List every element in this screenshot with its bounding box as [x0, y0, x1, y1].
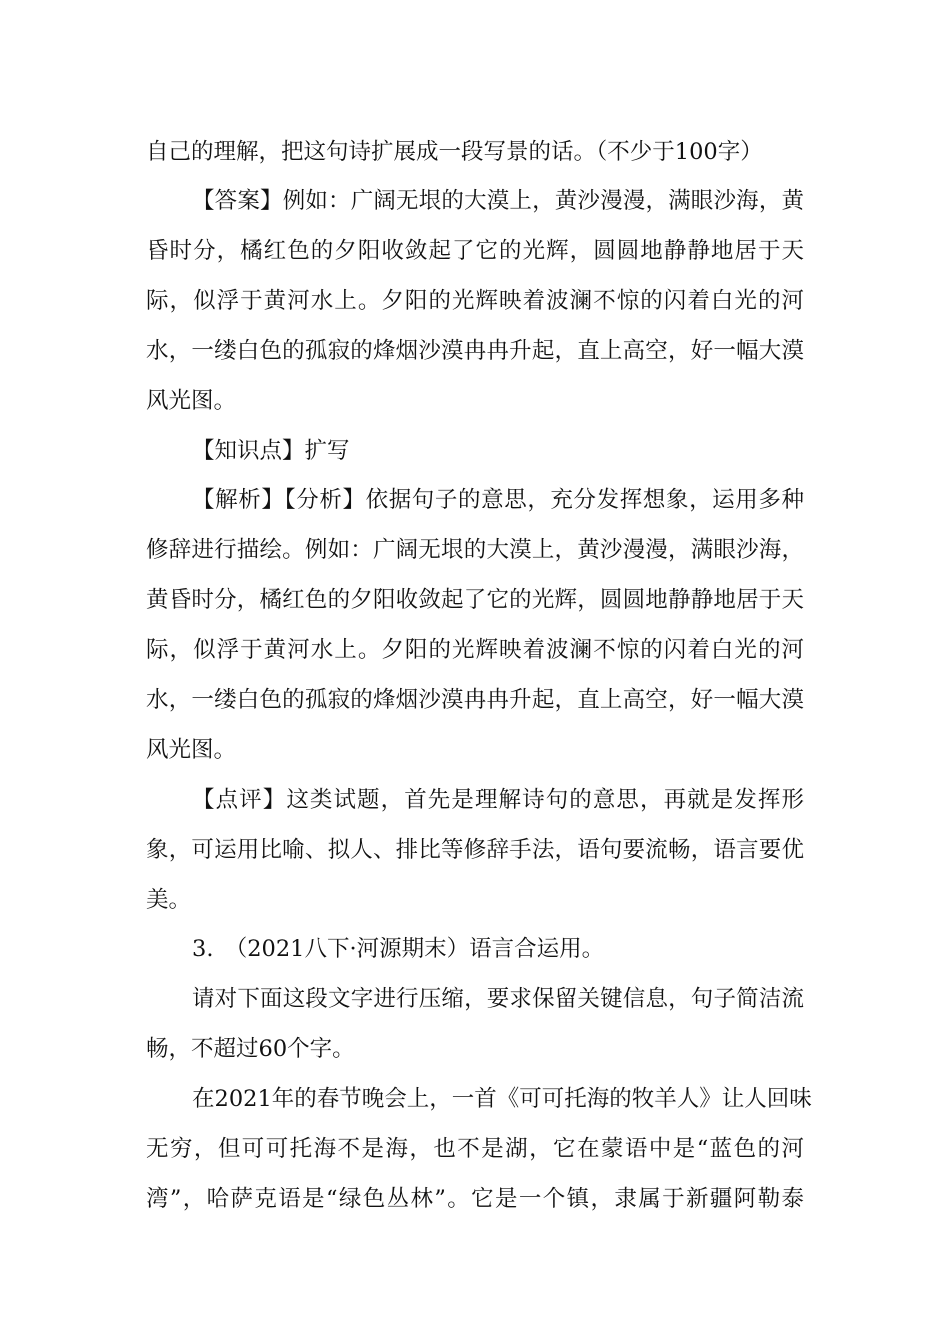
question-3-title: 3. （2021八下·河源期末）语言合运用。 — [192, 936, 605, 962]
analysis-line-6: 风光图。 — [146, 737, 237, 763]
answer-line-3: 际，似浮于黄河水上。夕阳的光辉映着波澜不惊的闪着白光的河 — [146, 288, 804, 314]
answer-line-4: 水，一缕白色的孤寂的烽烟沙漠冉冉升起，直上高空，好一幅大漠 — [146, 338, 804, 364]
passage-line-3: 湾”，哈萨克语是“绿色丛林”。它是一个镇，隶属于新疆阿勒泰 — [146, 1186, 804, 1212]
comment-line-2: 象，可运用比喻、拟人、排比等修辞手法，语句要流畅，语言要优 — [146, 837, 804, 863]
answer-line-2: 昏时分，橘红色的夕阳收敛起了它的光辉，圆圆地静静地居于天 — [146, 238, 804, 264]
passage-line-2: 无穷，但可可托海不是海，也不是湖，它在蒙语中是“蓝色的河 — [146, 1136, 804, 1162]
analysis-line-4: 际，似浮于黄河水上。夕阳的光辉映着波澜不惊的闪着白光的河 — [146, 637, 804, 663]
knowledge-point: 【知识点】扩写 — [192, 438, 350, 464]
instruction-line-1: 请对下面这段文字进行压缩，要求保留关键信息，句子简洁流 — [192, 986, 804, 1012]
analysis-line-5: 水，一缕白色的孤寂的烽烟沙漠冉冉升起，直上高空，好一幅大漠 — [146, 687, 804, 713]
comment-line-1: 【点评】这类试题，首先是理解诗句的意思，再就是发挥形 — [192, 787, 804, 813]
text-line-1: 自己的理解，把这句诗扩展成一段写景的话。（不少于100字） — [146, 139, 763, 165]
answer-line-5: 风光图。 — [146, 388, 237, 414]
analysis-line-1: 【解析】【分析】依据句子的意思，充分发挥想象，运用多种 — [192, 487, 804, 513]
instruction-line-2: 畅，不超过60个字。 — [146, 1036, 355, 1062]
passage-line-1: 在2021年的春节晚会上，一首《可可托海的牧羊人》让人回味 — [192, 1086, 812, 1112]
analysis-line-2: 修辞进行描绘。例如：广阔无垠的大漠上，黄沙漫漫，满眼沙海， — [146, 537, 804, 563]
comment-line-3: 美。 — [146, 887, 192, 913]
answer-line-1: 【答案】例如：广阔无垠的大漠上，黄沙漫漫，满眼沙海，黄 — [192, 188, 804, 214]
analysis-line-3: 黄昏时分，橘红色的夕阳收敛起了它的光辉，圆圆地静静地居于天 — [146, 587, 804, 613]
